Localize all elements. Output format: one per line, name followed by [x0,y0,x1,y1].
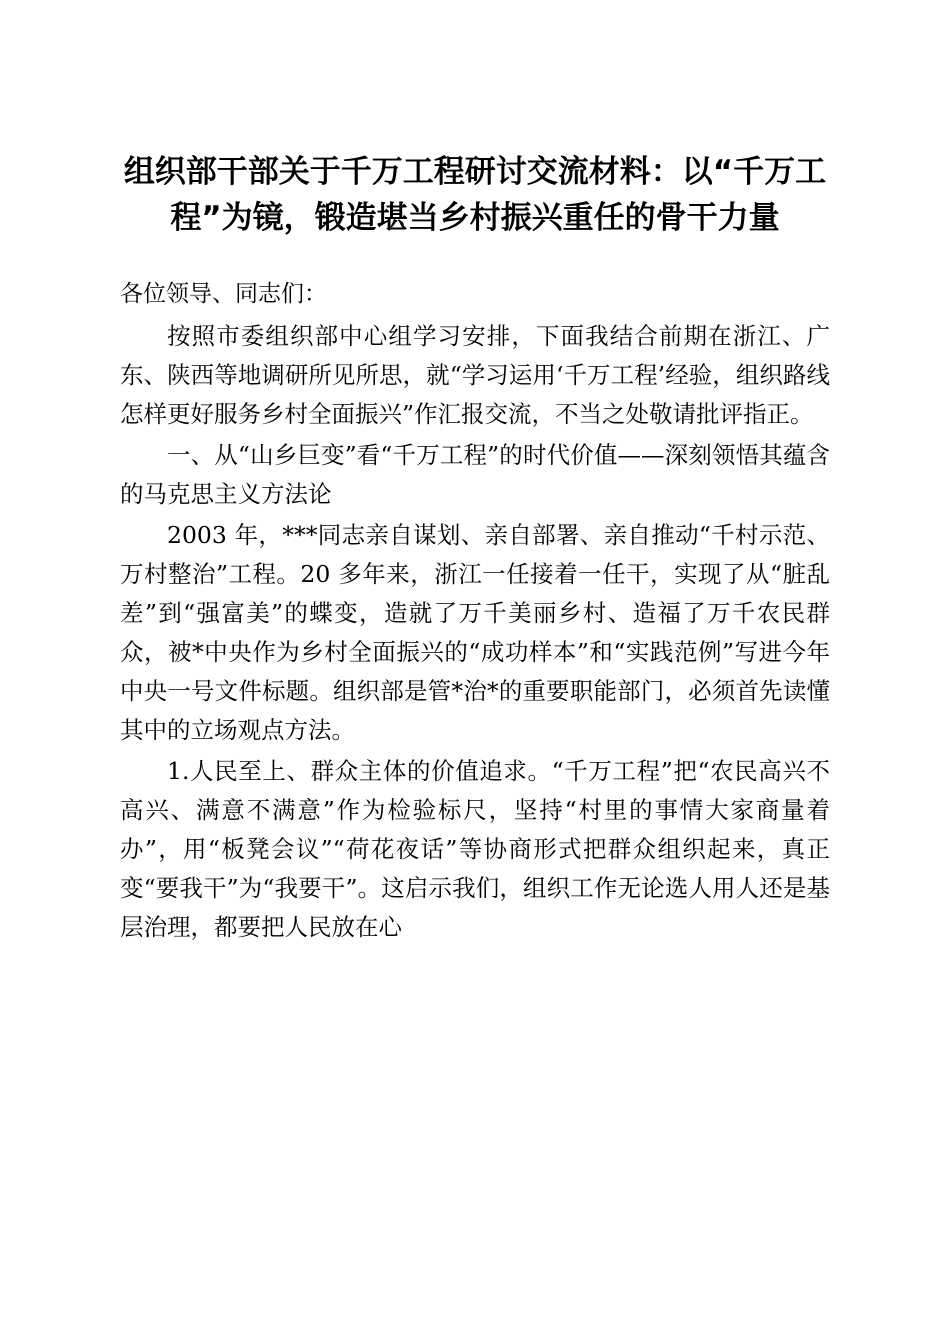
paragraph-3: 1.人民至上、群众主体的价值追求。“千万工程”把“农民高兴不高兴、满意不满意”作为检验标尺，坚持“村里的事情大家商量着办”，用“板凳会议”“荷花夜话”等协商形式把群众组织起来，真正变“要我干”为“我要干”。这启示我们，组织工作无论选人用人还是基层治理，都要把人民放在心 [120,757,830,941]
page-title: 组织部干部关于千万工程研讨交流材料：以“千万工程”为镜，锻造堪当乡村振兴重任的骨干力量 [123,154,827,236]
section-heading-1: 一、从“山乡巨变”看“千万工程”的时代价值——深刻领悟其蕴含的马克思主义方法论 [120,441,830,508]
paragraph-1: 按照市委组织部中心组学习安排，下面我结合前期在浙江、广东、陕西等地调研所见所思，就“学习运用‘千万工程’经验，组织路线怎样更好服务乡村全面振兴”作汇报交流，不当之处敬请批评指正。 [120,322,830,428]
salutation: 各位领导、同志们： [120,280,327,307]
paragraph-2: 2003 年，***同志亲自谋划、亲自部署、亲自推动“千村示范、万村整治”工程。20 多年来，浙江一任接着一任干，实现了从“脏乱差”到“强富美”的蝶变，造就了万千美丽乡村、造福了万千农民群众，被*中央作为乡村全面振兴的“成功样本”和“实践范例”写进今年中央一号文件标题。组织部是管*治*的重要职能部门，必须首先读懂其中的立场观点方法。 [120,521,830,744]
